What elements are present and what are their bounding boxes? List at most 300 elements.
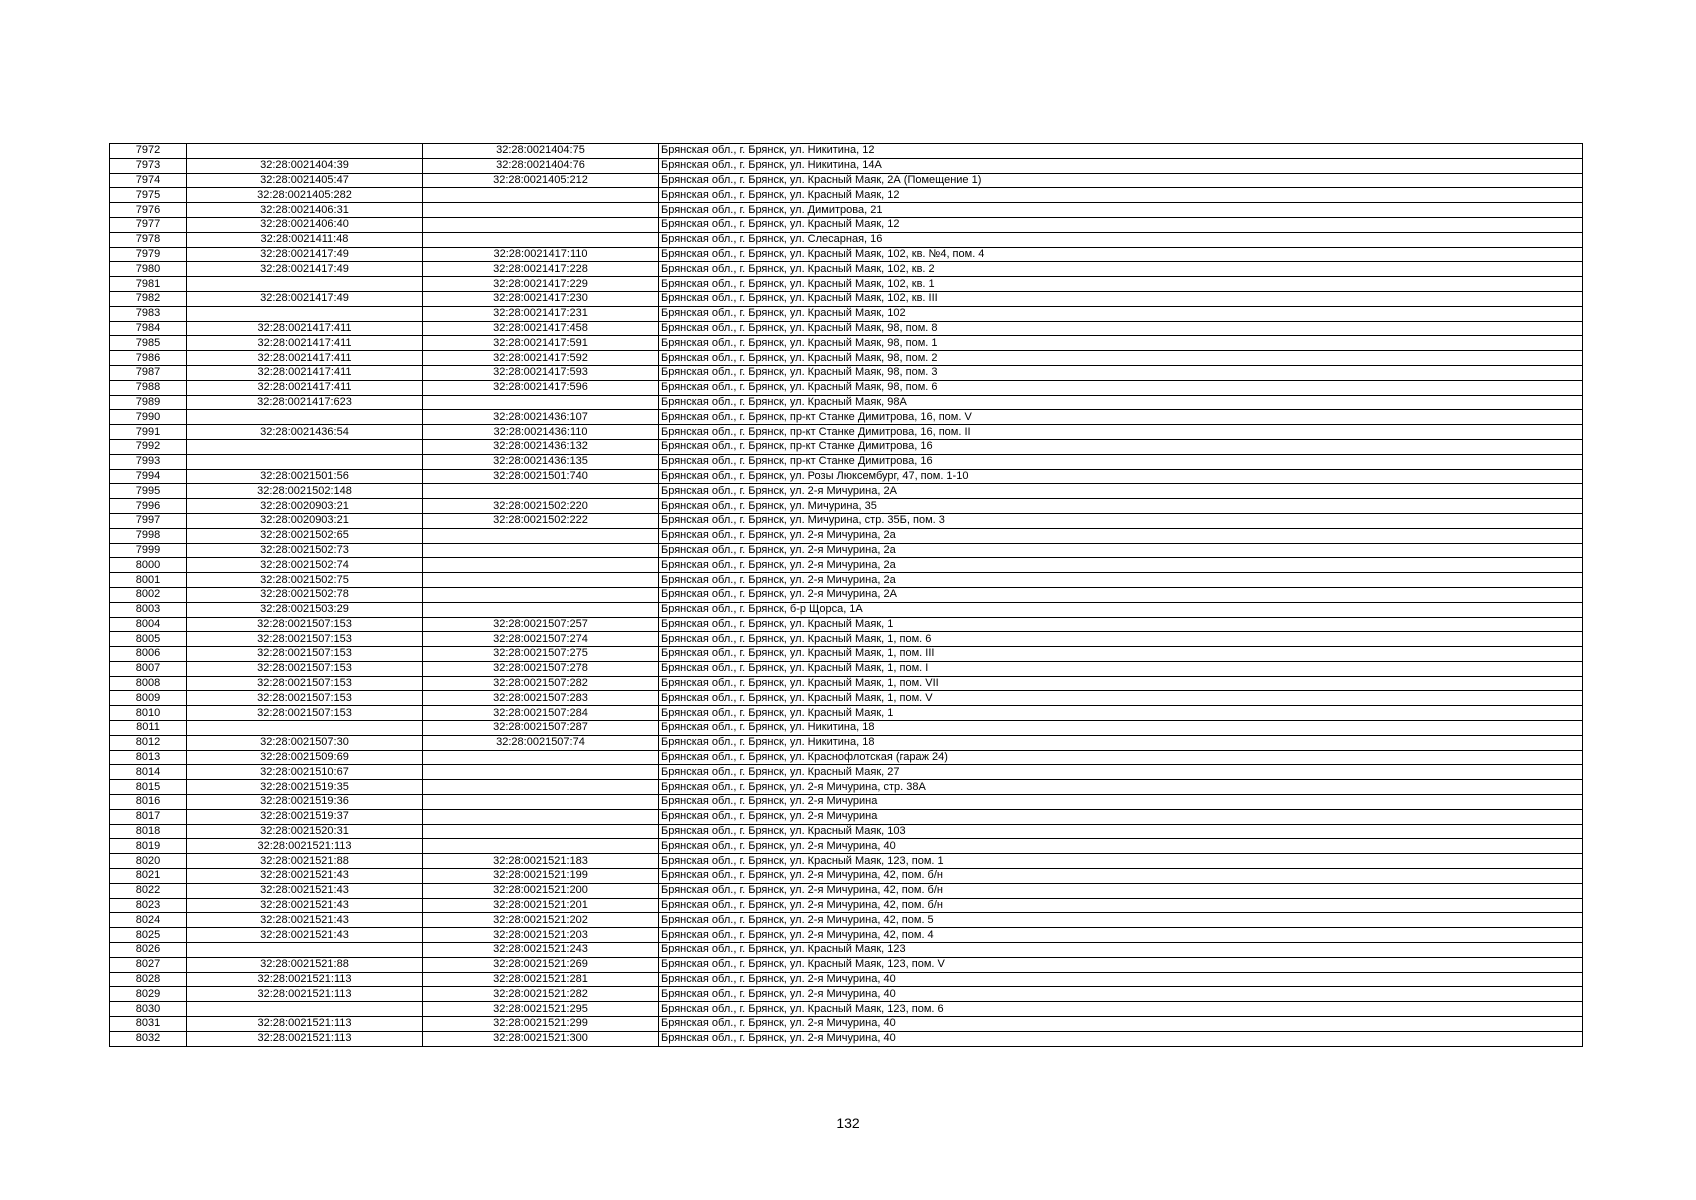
row-number: 8014 [110, 765, 187, 780]
parcel-cadastral-number: 32:28:0021520:31 [187, 824, 423, 839]
table-row [110, 957, 1583, 972]
address: Брянская обл., г. Брянск, ул. Мичурина, 35 [659, 499, 1583, 514]
address: Брянская обл., г. Брянск, ул. Красный Маяк, 1, пом. I [659, 661, 1583, 676]
row-number: 7978 [110, 232, 187, 247]
table-row [110, 632, 1583, 647]
parcel-cadastral-number: 32:28:0021521:113 [187, 1017, 423, 1032]
row-number: 7990 [110, 410, 187, 425]
parcel-cadastral-number: 32:28:0021417:411 [187, 380, 423, 395]
row-number: 7983 [110, 306, 187, 321]
row-number: 8020 [110, 854, 187, 869]
parcel-cadastral-number: 32:28:0021417:411 [187, 365, 423, 380]
parcel-cadastral-number: 32:28:0021521:113 [187, 839, 423, 854]
parcel-cadastral-number: 32:28:0021417:411 [187, 336, 423, 351]
address: Брянская обл., г. Брянск, ул. Красный Маяк, 102, кв. №4, пом. 4 [659, 247, 1583, 262]
table-row [110, 587, 1583, 602]
table-row [110, 573, 1583, 588]
object-cadastral-number [423, 809, 659, 824]
table-row [110, 439, 1583, 454]
table-row [110, 972, 1583, 987]
table-row [110, 765, 1583, 780]
table-row [110, 661, 1583, 676]
object-cadastral-number: 32:28:0021521:200 [423, 883, 659, 898]
address: Брянская обл., г. Брянск, ул. 2-я Мичурина, 2а [659, 543, 1583, 558]
object-cadastral-number: 32:28:0021507:287 [423, 721, 659, 736]
parcel-cadastral-number: 32:28:0021405:47 [187, 173, 423, 188]
address: Брянская обл., г. Брянск, пр-кт Станке Димитрова, 16 [659, 454, 1583, 469]
object-cadastral-number: 32:28:0021502:222 [423, 513, 659, 528]
object-cadastral-number: 32:28:0021417:591 [423, 336, 659, 351]
table-row [110, 410, 1583, 425]
address: Брянская обл., г. Брянск, ул. Красный Маяк, 1 [659, 706, 1583, 721]
address: Брянская обл., г. Брянск, ул. Красный Маяк, 123 [659, 943, 1583, 958]
address: Брянская обл., г. Брянск, ул. 2-я Мичурина, 42, пом. б/н [659, 898, 1583, 913]
object-cadastral-number [423, 602, 659, 617]
row-number: 7987 [110, 365, 187, 380]
table-row [110, 144, 1583, 159]
row-number: 7998 [110, 528, 187, 543]
row-number: 8013 [110, 750, 187, 765]
object-cadastral-number: 32:28:0021521:300 [423, 1031, 659, 1046]
object-cadastral-number: 32:28:0021502:220 [423, 499, 659, 514]
address: Брянская обл., г. Брянск, ул. Красный Маяк, 98, пом. 8 [659, 321, 1583, 336]
table-row [110, 839, 1583, 854]
parcel-cadastral-number: 32:28:0021507:153 [187, 632, 423, 647]
address: Брянская обл., г. Брянск, пр-кт Станке Димитрова, 16 [659, 439, 1583, 454]
parcel-cadastral-number [187, 306, 423, 321]
parcel-cadastral-number: 32:28:0021507:153 [187, 676, 423, 691]
table-row [110, 513, 1583, 528]
row-number: 8003 [110, 602, 187, 617]
row-number: 8018 [110, 824, 187, 839]
address: Брянская обл., г. Брянск, ул. Красный Маяк, 98А [659, 395, 1583, 410]
address: Брянская обл., г. Брянск, ул. Красный Маяк, 1, пом. V [659, 691, 1583, 706]
table-row [110, 987, 1583, 1002]
parcel-cadastral-number: 32:28:0021521:43 [187, 898, 423, 913]
table-row [110, 543, 1583, 558]
address: Брянская обл., г. Брянск, пр-кт Станке Димитрова, 16, пом. V [659, 410, 1583, 425]
object-cadastral-number: 32:28:0021507:278 [423, 661, 659, 676]
parcel-cadastral-number [187, 1002, 423, 1017]
object-cadastral-number: 32:28:0021417:592 [423, 351, 659, 366]
object-cadastral-number: 32:28:0021436:135 [423, 454, 659, 469]
parcel-cadastral-number: 32:28:0021519:35 [187, 780, 423, 795]
table-row [110, 291, 1583, 306]
object-cadastral-number: 32:28:0021436:110 [423, 425, 659, 440]
address: Брянская обл., г. Брянск, ул. Красный Маяк, 102, кв. 1 [659, 277, 1583, 292]
parcel-cadastral-number: 32:28:0021510:67 [187, 765, 423, 780]
address: Брянская обл., г. Брянск, ул. Слесарная, 16 [659, 232, 1583, 247]
parcel-cadastral-number: 32:28:0021502:65 [187, 528, 423, 543]
object-cadastral-number: 32:28:0021521:281 [423, 972, 659, 987]
table-row [110, 499, 1583, 514]
table-row [110, 735, 1583, 750]
parcel-cadastral-number: 32:28:0021507:153 [187, 647, 423, 662]
object-cadastral-number [423, 780, 659, 795]
address: Брянская обл., г. Брянск, ул. 2-я Мичурина, 42, пом. б/н [659, 883, 1583, 898]
address: Брянская обл., г. Брянск, ул. Красный Маяк, 98, пом. 2 [659, 351, 1583, 366]
row-number: 7980 [110, 262, 187, 277]
object-cadastral-number [423, 528, 659, 543]
table-row [110, 809, 1583, 824]
object-cadastral-number [423, 232, 659, 247]
address: Брянская обл., г. Брянск, ул. Розы Люксембург, 47, пом. 1-10 [659, 469, 1583, 484]
parcel-cadastral-number: 32:28:0021417:411 [187, 321, 423, 336]
row-number: 7979 [110, 247, 187, 262]
row-number: 7988 [110, 380, 187, 395]
row-number: 8010 [110, 706, 187, 721]
table-row [110, 203, 1583, 218]
object-cadastral-number: 32:28:0021521:202 [423, 913, 659, 928]
address: Брянская обл., г. Брянск, ул. Красный Маяк, 102, кв. III [659, 291, 1583, 306]
object-cadastral-number: 32:28:0021417:229 [423, 277, 659, 292]
parcel-cadastral-number: 32:28:0021406:40 [187, 217, 423, 232]
parcel-cadastral-number: 32:28:0021417:49 [187, 291, 423, 306]
address: Брянская обл., г. Брянск, ул. 2-я Мичурина, стр. 38А [659, 780, 1583, 795]
object-cadastral-number: 32:28:0021436:107 [423, 410, 659, 425]
table-row [110, 351, 1583, 366]
object-cadastral-number [423, 188, 659, 203]
table-row [110, 306, 1583, 321]
table-row [110, 321, 1583, 336]
parcel-cadastral-number: 32:28:0021507:153 [187, 706, 423, 721]
object-cadastral-number: 32:28:0021404:76 [423, 158, 659, 173]
row-number: 8008 [110, 676, 187, 691]
object-cadastral-number: 32:28:0021507:284 [423, 706, 659, 721]
object-cadastral-number: 32:28:0021417:458 [423, 321, 659, 336]
address: Брянская обл., г. Брянск, ул. Димитрова, 21 [659, 203, 1583, 218]
parcel-cadastral-number: 32:28:0021507:153 [187, 661, 423, 676]
parcel-cadastral-number: 32:28:0021417:49 [187, 262, 423, 277]
row-number: 7976 [110, 203, 187, 218]
table-row [110, 706, 1583, 721]
parcel-cadastral-number [187, 454, 423, 469]
row-number: 8012 [110, 735, 187, 750]
address: Брянская обл., г. Брянск, ул. Красный Маяк, 12 [659, 188, 1583, 203]
object-cadastral-number [423, 203, 659, 218]
address: Брянская обл., г. Брянск, ул. 2-я Мичурина, 42, пом. 4 [659, 928, 1583, 943]
parcel-cadastral-number: 32:28:0021507:153 [187, 691, 423, 706]
row-number: 8000 [110, 558, 187, 573]
row-number: 7994 [110, 469, 187, 484]
row-number: 7982 [110, 291, 187, 306]
table-row [110, 173, 1583, 188]
row-number: 8028 [110, 972, 187, 987]
parcel-cadastral-number [187, 439, 423, 454]
parcel-cadastral-number: 32:28:0021502:75 [187, 573, 423, 588]
row-number: 8001 [110, 573, 187, 588]
row-number: 8006 [110, 647, 187, 662]
object-cadastral-number: 32:28:0021417:231 [423, 306, 659, 321]
object-cadastral-number: 32:28:0021417:228 [423, 262, 659, 277]
address: Брянская обл., г. Брянск, ул. 2-я Мичурина, 40 [659, 1017, 1583, 1032]
row-number: 8023 [110, 898, 187, 913]
row-number: 7991 [110, 425, 187, 440]
table-row [110, 617, 1583, 632]
parcel-cadastral-number: 32:28:0020903:21 [187, 513, 423, 528]
parcel-cadastral-number: 32:28:0021411:48 [187, 232, 423, 247]
row-number: 8016 [110, 795, 187, 810]
table-row [110, 869, 1583, 884]
row-number: 7984 [110, 321, 187, 336]
parcel-cadastral-number: 32:28:0021417:623 [187, 395, 423, 410]
row-number: 7975 [110, 188, 187, 203]
table-row [110, 558, 1583, 573]
address: Брянская обл., г. Брянск, ул. 2-я Мичурина [659, 809, 1583, 824]
address: Брянская обл., г. Брянск, ул. 2-я Мичурина, 40 [659, 839, 1583, 854]
object-cadastral-number: 32:28:0021521:243 [423, 943, 659, 958]
parcel-cadastral-number: 32:28:0021519:37 [187, 809, 423, 824]
address: Брянская обл., г. Брянск, ул. 2-я Мичурина, 40 [659, 1031, 1583, 1046]
parcel-cadastral-number: 32:28:0021502:74 [187, 558, 423, 573]
parcel-cadastral-number: 32:28:0021507:153 [187, 617, 423, 632]
row-number: 8021 [110, 869, 187, 884]
address: Брянская обл., г. Брянск, ул. 2-я Мичурина, 2а [659, 528, 1583, 543]
parcel-cadastral-number: 32:28:0021521:43 [187, 913, 423, 928]
table-row [110, 484, 1583, 499]
row-number: 7977 [110, 217, 187, 232]
parcel-cadastral-number: 32:28:0021507:30 [187, 735, 423, 750]
parcel-cadastral-number: 32:28:0021521:43 [187, 883, 423, 898]
parcel-cadastral-number [187, 721, 423, 736]
parcel-cadastral-number: 32:28:0021521:88 [187, 957, 423, 972]
table-row [110, 469, 1583, 484]
row-number: 8032 [110, 1031, 187, 1046]
table-row [110, 262, 1583, 277]
row-number: 8002 [110, 587, 187, 602]
row-number: 7986 [110, 351, 187, 366]
row-number: 7992 [110, 439, 187, 454]
row-number: 8005 [110, 632, 187, 647]
object-cadastral-number: 32:28:0021507:257 [423, 617, 659, 632]
address: Брянская обл., г. Брянск, ул. 2-я Мичурина [659, 795, 1583, 810]
parcel-cadastral-number: 32:28:0021502:78 [187, 587, 423, 602]
parcel-cadastral-number: 32:28:0021521:113 [187, 972, 423, 987]
object-cadastral-number: 32:28:0021501:740 [423, 469, 659, 484]
object-cadastral-number: 32:28:0021521:299 [423, 1017, 659, 1032]
object-cadastral-number: 32:28:0021417:230 [423, 291, 659, 306]
row-number: 8030 [110, 1002, 187, 1017]
row-number: 7973 [110, 158, 187, 173]
parcel-cadastral-number: 32:28:0021404:39 [187, 158, 423, 173]
row-number: 7981 [110, 277, 187, 292]
object-cadastral-number [423, 795, 659, 810]
object-cadastral-number: 32:28:0021521:203 [423, 928, 659, 943]
address: Брянская обл., г. Брянск, ул. 2-я Мичурина, 40 [659, 987, 1583, 1002]
table-row [110, 721, 1583, 736]
parcel-cadastral-number: 32:28:0021502:73 [187, 543, 423, 558]
table-row [110, 1031, 1583, 1046]
address: Брянская обл., г. Брянск, ул. 2-я Мичурина, 2а [659, 558, 1583, 573]
table-row [110, 528, 1583, 543]
address: Брянская обл., г. Брянск, ул. Красный Маяк, 12 [659, 217, 1583, 232]
table-row [110, 913, 1583, 928]
address: Брянская обл., г. Брянск, ул. Красный Маяк, 102 [659, 306, 1583, 321]
parcel-cadastral-number: 32:28:0021519:36 [187, 795, 423, 810]
address: Брянская обл., г. Брянск, ул. Красный Маяк, 1, пом. III [659, 647, 1583, 662]
address: Брянская обл., г. Брянск, ул. Никитина, 18 [659, 735, 1583, 750]
row-number: 7974 [110, 173, 187, 188]
table-row [110, 247, 1583, 262]
object-cadastral-number: 32:28:0021521:183 [423, 854, 659, 869]
object-cadastral-number [423, 824, 659, 839]
address: Брянская обл., г. Брянск, ул. Красный Маяк, 2А (Помещение 1) [659, 173, 1583, 188]
object-cadastral-number: 32:28:0021436:132 [423, 439, 659, 454]
table-row [110, 232, 1583, 247]
parcel-cadastral-number: 32:28:0021406:31 [187, 203, 423, 218]
object-cadastral-number [423, 587, 659, 602]
object-cadastral-number: 32:28:0021417:110 [423, 247, 659, 262]
object-cadastral-number: 32:28:0021521:269 [423, 957, 659, 972]
object-cadastral-number: 32:28:0021507:282 [423, 676, 659, 691]
object-cadastral-number [423, 839, 659, 854]
row-number: 8024 [110, 913, 187, 928]
address: Брянская обл., г. Брянск, ул. Красный Маяк, 1, пом. 6 [659, 632, 1583, 647]
table-row [110, 336, 1583, 351]
address: Брянская обл., г. Брянск, ул. Красный Маяк, 98, пом. 6 [659, 380, 1583, 395]
row-number: 8027 [110, 957, 187, 972]
parcel-cadastral-number: 32:28:0021503:29 [187, 602, 423, 617]
row-number: 7995 [110, 484, 187, 499]
address: Брянская обл., г. Брянск, ул. Красный Маяк, 123, пом. V [659, 957, 1583, 972]
parcel-cadastral-number: 32:28:0020903:21 [187, 499, 423, 514]
registry-table [109, 143, 1583, 1047]
address: Брянская обл., г. Брянск, пр-кт Станке Димитрова, 16, пом. II [659, 425, 1583, 440]
address: Брянская обл., г. Брянск, ул. Никитина, 12 [659, 144, 1583, 159]
address: Брянская обл., г. Брянск, ул. Никитина, 18 [659, 721, 1583, 736]
row-number: 8004 [110, 617, 187, 632]
row-number: 8029 [110, 987, 187, 1002]
address: Брянская обл., г. Брянск, ул. Красный Маяк, 98, пом. 3 [659, 365, 1583, 380]
object-cadastral-number [423, 543, 659, 558]
row-number: 8017 [110, 809, 187, 824]
object-cadastral-number: 32:28:0021507:275 [423, 647, 659, 662]
object-cadastral-number: 32:28:0021521:199 [423, 869, 659, 884]
table-row [110, 691, 1583, 706]
page-number: 132 [836, 1115, 860, 1131]
object-cadastral-number: 32:28:0021521:295 [423, 1002, 659, 1017]
table-row [110, 883, 1583, 898]
row-number: 7996 [110, 499, 187, 514]
object-cadastral-number [423, 217, 659, 232]
row-number: 7997 [110, 513, 187, 528]
address: Брянская обл., г. Брянск, ул. 2-я Мичурина, 2А [659, 484, 1583, 499]
table-row [110, 1002, 1583, 1017]
row-number: 8011 [110, 721, 187, 736]
parcel-cadastral-number: 32:28:0021521:43 [187, 928, 423, 943]
row-number: 8022 [110, 883, 187, 898]
table-row [110, 602, 1583, 617]
parcel-cadastral-number: 32:28:0021521:88 [187, 854, 423, 869]
table-row [110, 425, 1583, 440]
parcel-cadastral-number: 32:28:0021521:43 [187, 869, 423, 884]
object-cadastral-number [423, 765, 659, 780]
parcel-cadastral-number: 32:28:0021502:148 [187, 484, 423, 499]
parcel-cadastral-number: 32:28:0021521:113 [187, 987, 423, 1002]
table-row [110, 277, 1583, 292]
row-number: 7993 [110, 454, 187, 469]
row-number: 7989 [110, 395, 187, 410]
table-row [110, 380, 1583, 395]
address: Брянская обл., г. Брянск, ул. Красный Маяк, 27 [659, 765, 1583, 780]
address: Брянская обл., г. Брянск, ул. 2-я Мичурина, 40 [659, 972, 1583, 987]
table-row [110, 854, 1583, 869]
object-cadastral-number: 32:28:0021521:201 [423, 898, 659, 913]
address: Брянская обл., г. Брянск, ул. Мичурина, стр. 35Б, пом. 3 [659, 513, 1583, 528]
object-cadastral-number [423, 573, 659, 588]
row-number: 8025 [110, 928, 187, 943]
row-number: 7972 [110, 144, 187, 159]
table-row [110, 676, 1583, 691]
address: Брянская обл., г. Брянск, ул. Красный Маяк, 103 [659, 824, 1583, 839]
row-number: 7985 [110, 336, 187, 351]
table-row [110, 454, 1583, 469]
parcel-cadastral-number: 32:28:0021436:54 [187, 425, 423, 440]
parcel-cadastral-number: 32:28:0021417:49 [187, 247, 423, 262]
table-row [110, 647, 1583, 662]
row-number: 8007 [110, 661, 187, 676]
address: Брянская обл., г. Брянск, ул. Никитина, 14А [659, 158, 1583, 173]
table-row [110, 158, 1583, 173]
object-cadastral-number [423, 558, 659, 573]
table-row [110, 750, 1583, 765]
address: Брянская обл., г. Брянск, ул. 2-я Мичурина, 42, пом. б/н [659, 869, 1583, 884]
parcel-cadastral-number [187, 144, 423, 159]
address: Брянская обл., г. Брянск, ул. Красный Маяк, 123, пом. 6 [659, 1002, 1583, 1017]
row-number: 8031 [110, 1017, 187, 1032]
table-row [110, 943, 1583, 958]
object-cadastral-number: 32:28:0021417:596 [423, 380, 659, 395]
object-cadastral-number: 32:28:0021507:74 [423, 735, 659, 750]
address: Брянская обл., г. Брянск, ул. Красный Маяк, 123, пом. 1 [659, 854, 1583, 869]
table-row [110, 395, 1583, 410]
table-row [110, 365, 1583, 380]
row-number: 7999 [110, 543, 187, 558]
table-row [110, 898, 1583, 913]
object-cadastral-number: 32:28:0021404:75 [423, 144, 659, 159]
address: Брянская обл., г. Брянск, ул. Краснофлотская (гараж 24) [659, 750, 1583, 765]
table-row [110, 188, 1583, 203]
object-cadastral-number: 32:28:0021405:212 [423, 173, 659, 188]
object-cadastral-number: 32:28:0021507:274 [423, 632, 659, 647]
table-row [110, 795, 1583, 810]
parcel-cadastral-number: 32:28:0021521:113 [187, 1031, 423, 1046]
address: Брянская обл., г. Брянск, ул. 2-я Мичурина, 2А [659, 587, 1583, 602]
table-row [110, 928, 1583, 943]
address: Брянская обл., г. Брянск, ул. 2-я Мичурина, 2а [659, 573, 1583, 588]
object-cadastral-number: 32:28:0021507:283 [423, 691, 659, 706]
object-cadastral-number [423, 395, 659, 410]
table-row [110, 1017, 1583, 1032]
object-cadastral-number: 32:28:0021417:593 [423, 365, 659, 380]
row-number: 8019 [110, 839, 187, 854]
parcel-cadastral-number: 32:28:0021417:411 [187, 351, 423, 366]
parcel-cadastral-number: 32:28:0021509:69 [187, 750, 423, 765]
table-row [110, 780, 1583, 795]
object-cadastral-number [423, 484, 659, 499]
parcel-cadastral-number [187, 277, 423, 292]
address: Брянская обл., г. Брянск, ул. 2-я Мичурина, 42, пом. 5 [659, 913, 1583, 928]
parcel-cadastral-number: 32:28:0021501:56 [187, 469, 423, 484]
address: Брянская обл., г. Брянск, ул. Красный Маяк, 98, пом. 1 [659, 336, 1583, 351]
parcel-cadastral-number [187, 410, 423, 425]
parcel-cadastral-number [187, 943, 423, 958]
object-cadastral-number [423, 750, 659, 765]
row-number: 8015 [110, 780, 187, 795]
table-row [110, 824, 1583, 839]
object-cadastral-number: 32:28:0021521:282 [423, 987, 659, 1002]
parcel-cadastral-number: 32:28:0021405:282 [187, 188, 423, 203]
